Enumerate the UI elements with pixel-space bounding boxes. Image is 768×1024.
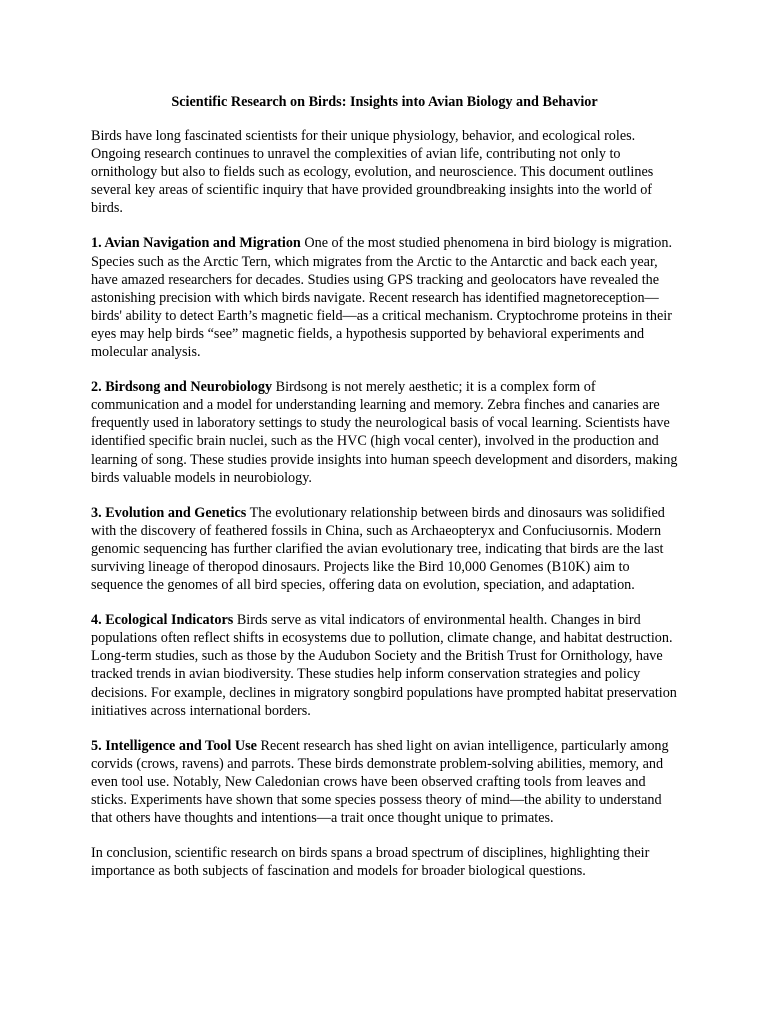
section-paragraph <box>91 378 678 487</box>
section-heading: 2. Birdsong and Neurobiology <box>91 379 273 396</box>
section-paragraph <box>91 504 678 594</box>
section-heading: 1. Avian Navigation and Migration <box>91 235 301 252</box>
section-paragraph <box>91 234 678 361</box>
section-body: The evolutionary relationship between birds and dinosaurs was solidified with the discovery of feathered fossils in China, such as Archaeopteryx and Confuciusornis. Modern genomic sequencing has further clarified the avian evolutionary tree, indicating that birds are the last surviving lineage of theropod dinosaurs. Projects like the Bird 10,000 Genomes (B10K) aim to sequence the genomes of all bird species, offering data on evolution, speciation, and adaptation. <box>91 504 665 594</box>
conclusion-paragraph: In conclusion, scientific research on birds spans a broad spectrum of disciplines, highlighting their importance as both subjects of fascination and models for broader biological questions. <box>91 845 650 880</box>
section-body: Recent research has shed light on avian intelligence, particularly among corvids (crows, ravens) and parrots. These birds demonstrate problem-solving abilities, memory, and even tool use. Notably, New Caledonian crows have been observed crafting tools from leaves and sticks. Experiments have shown that some species possess theory of mind—the ability to understand that others have thoughts and intentions—a trait once thought unique to primates. <box>91 737 669 827</box>
section-heading: 4. Ecological Indicators <box>91 612 234 629</box>
intro-paragraph: Birds have long fascinated scientists for their unique physiology, behavior, and ecological roles. Ongoing research continues to unravel the complexities of avian life, contributing not only to ornithology but also to fields such as ecology, evolution, and neuroscience. This document outlines several key areas of scientific inquiry that have provided groundbreaking insights into the world of birds. <box>91 128 654 217</box>
section-paragraph <box>91 611 678 720</box>
section-body: Birds serve as vital indicators of environmental health. Changes in bird populations often reflect shifts in ecosystems due to pollution, climate change, and habitat destruction. Long-term studies, such as those by the Audubon Society and the British Trust for Ornithology, have tracked trends in avian biodiversity. These studies help inform conservation strategies and policy decisions. For example, declines in migratory songbird populations have prompted habitat preservation initiatives across international borders. <box>91 612 677 719</box>
document-title: Scientific Research on Birds: Insights into Avian Biology and Behavior <box>171 94 598 110</box>
section-body: One of the most studied phenomena in bird biology is migration. Species such as the Arctic Tern, which migrates from the Arctic to the Antarctic and back each year, have amazed researchers for decades. Studies using GPS tracking and geolocators have revealed the astonishing precision with which birds navigate. Recent research has identified magnetoreception—birds' ability to detect Earth’s magnetic field—as a critical mechanism. Cryptochrome proteins in their eyes may help birds “see” magnetic fields, a hypothesis supported by behavioral experiments and molecular analysis. <box>91 235 673 361</box>
section-heading: 3. Evolution and Genetics <box>91 504 247 521</box>
section-body: Birdsong is not merely aesthetic; it is a complex form of communication and a model for understanding learning and memory. Zebra finches and canaries are frequently used in laboratory settings to study the neurological basis of vocal learning. Scientists have identified specific brain nuclei, such as the HVC (high vocal center), involved in the production and learning of song. These studies provide insights into human speech development and disorders, making birds valuable models in neurobiology. <box>91 379 678 486</box>
section-heading: 5. Intelligence and Tool Use <box>91 737 257 754</box>
section-paragraph <box>91 737 678 827</box>
